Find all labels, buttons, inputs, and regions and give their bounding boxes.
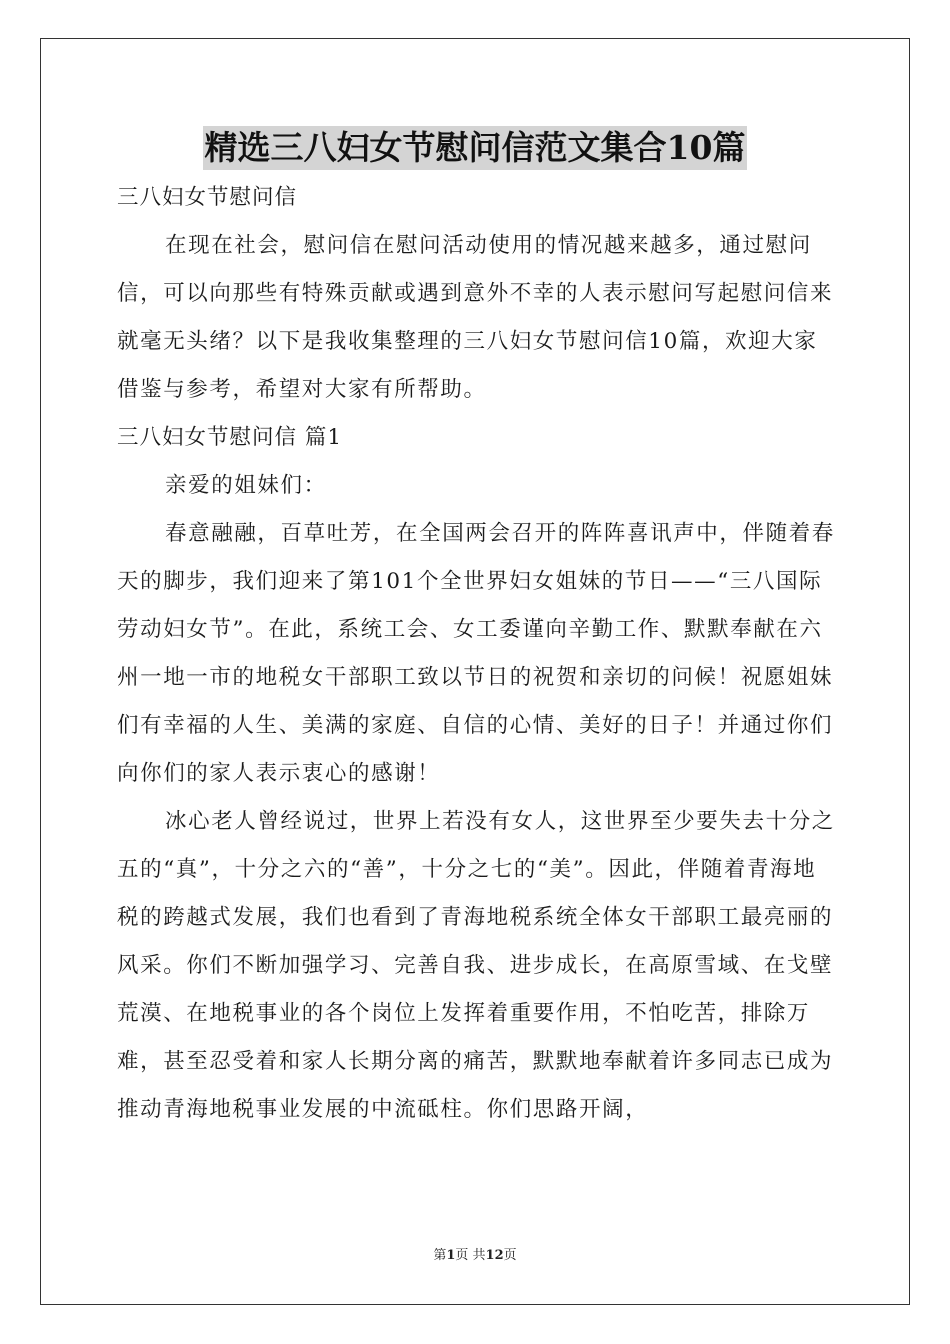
intro-paragraph: 在现在社会，慰问信在慰问活动使用的情况越来越多，通过慰问信，可以向那些有特殊贡献或遇到意外不幸的人表示慰问写起慰问信来就毫无头绪？以下是我收集整理的三八妇女节慰问信10篇，欢迎大家借鉴与参考，希望对大家有所帮助。 [117, 233, 834, 402]
chapter-heading: 三八妇女节慰问信 篇1 [117, 425, 343, 450]
footer-suffix: 页 [503, 1248, 517, 1263]
footer-mid: 页 共 [455, 1248, 486, 1263]
section-heading: 三八妇女节慰问信 [117, 185, 298, 210]
body-paragraph: 春意融融，百草吐芳，在全国两会召开的阵阵喜讯声中，伴随着春天的脚步，我们迎来了第101个全世界妇女姐妹的节日——“三八国际劳动妇女节”。在此，系统工会、女工委谨向辛勤工作、默默奉献在六州一地一市的地税女干部职工致以节日的祝贺和亲切的问候！祝愿姐妹们有幸福的人生、美满的家庭、自信的心情、美好的日子！并通过你们向你们的家人表示衷心的感谢！ [117, 521, 835, 786]
document-title: 精选三八妇女节慰问信范文集合10篇 [203, 126, 748, 170]
footer-prefix: 第 [433, 1248, 447, 1263]
document-body [117, 174, 837, 1134]
salutation: 亲爱的姐妹们： [165, 473, 327, 498]
body-paragraph: 冰心老人曾经说过，世界上若没有女人，这世界至少要失去十分之五的“真”，十分之六的“善”，十分之七的“美”。因此，伴随着青海地税的跨越式发展，我们也看到了青海地税系统全体女干部职工最亮丽的风采。你们不断加强学习、完善自我、进步成长，在高原雪域、在戈壁荒漠、在地税事业的各个岗位上发挥着重要作用，不怕吃苦，排除万难，甚至忍受着和家人长期分离的痛苦，默默地奉献着许多同志已成为推动青海地税事业发展的中流砥柱。你们思路开阔， [117, 809, 835, 1122]
title-container [0, 126, 950, 170]
footer-page-number: 1 [446, 1248, 456, 1263]
page-footer [0, 1248, 950, 1264]
footer-total-pages: 12 [485, 1248, 504, 1263]
